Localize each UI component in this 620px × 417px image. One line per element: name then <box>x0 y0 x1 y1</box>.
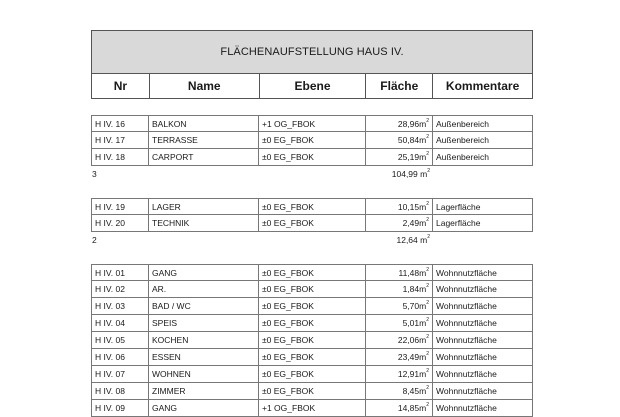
cell-name: KOCHEN <box>149 332 259 349</box>
cell-ebene: ±0 EG_FBOK <box>259 298 366 315</box>
table-row <box>91 132 533 149</box>
cell-flaeche <box>366 366 433 383</box>
group-count: 3 <box>92 168 97 179</box>
table-row <box>91 198 533 215</box>
area-unit: $m^2$ <box>419 217 429 228</box>
cell-flaeche <box>366 115 433 132</box>
area-value: 5,70 <box>402 301 420 311</box>
cell-ebene: ±0 EG_FBOK <box>259 383 366 400</box>
cell-name: AR. <box>149 281 259 298</box>
document-title: FLÄCHENAUFSTELLUNG HAUS IV. <box>91 30 533 74</box>
area-value: 11,48 <box>398 267 420 278</box>
cell-kommentar: Außenbereich <box>433 115 533 132</box>
area-value: 5,01 <box>402 318 420 328</box>
cell-name: ZIMMER <box>149 383 259 400</box>
area-value: 14,85 <box>397 403 420 413</box>
area-unit: $m^2$ <box>419 317 429 328</box>
column-header-kommentare: Kommentare <box>433 74 533 98</box>
cell-ebene: ±0 EG_FBOK <box>259 349 366 366</box>
cell-nr: H IV. 03 <box>91 298 149 315</box>
area-value: 50,84 <box>397 135 420 145</box>
cell-kommentar: Lagerfläche <box>433 198 533 215</box>
area-unit: $m^2$ <box>419 134 429 145</box>
area-value: 1,84 <box>402 284 420 294</box>
area-value: 25,19 <box>397 152 420 162</box>
cell-name: LAGER <box>149 198 259 215</box>
cell-nr: H IV. 19 <box>91 198 149 215</box>
cell-ebene: ±0 EG_FBOK <box>259 315 366 332</box>
cell-flaeche <box>366 332 433 349</box>
cell-ebene: ±0 EG_FBOK <box>259 281 366 298</box>
table-row <box>91 281 533 298</box>
table-row <box>91 298 533 315</box>
cell-flaeche <box>366 298 433 315</box>
group-summary <box>91 232 533 247</box>
cell-nr: H IV. 05 <box>91 332 149 349</box>
cell-ebene: ±0 EG_FBOK <box>259 366 366 383</box>
area-unit: $m^2$ <box>419 385 429 396</box>
cell-kommentar: Wohnnutzfläche <box>433 383 533 400</box>
room-group <box>91 115 533 181</box>
cell-name: BAD / WC <box>149 298 259 315</box>
table-row <box>91 215 533 232</box>
area-unit: $m^2$ <box>419 283 429 294</box>
room-group <box>91 264 533 417</box>
cell-kommentar: Wohnnutzfläche <box>433 264 533 281</box>
cell-nr: H IV. 08 <box>91 383 149 400</box>
area-unit: $m^2$ <box>419 368 429 379</box>
cell-nr: H IV. 02 <box>91 281 149 298</box>
table-row <box>91 332 533 349</box>
area-value: 12,91 <box>397 369 420 379</box>
cell-flaeche <box>366 281 433 298</box>
table-row <box>91 149 533 166</box>
cell-name: TECHNIK <box>149 215 259 232</box>
area-value: 28,96 <box>397 118 420 129</box>
cell-flaeche <box>366 215 433 232</box>
group-total-area <box>366 169 433 179</box>
cell-name: BALKON <box>149 115 259 132</box>
cell-ebene: ±0 EG_FBOK <box>259 264 366 281</box>
cell-kommentar: Wohnnutzfläche <box>433 281 533 298</box>
cell-ebene: ±0 EG_FBOK <box>259 132 366 149</box>
cell-kommentar: Wohnnutzfläche <box>433 298 533 315</box>
column-header-nr: Nr <box>92 74 150 98</box>
cell-ebene: +1 OG_FBOK <box>259 400 366 417</box>
cell-nr: H IV. 09 <box>91 400 149 417</box>
total-value: 104,99 <box>391 168 418 179</box>
area-value: 8,45 <box>402 386 420 396</box>
cell-flaeche <box>366 383 433 400</box>
cell-flaeche <box>366 264 433 281</box>
cell-name: GANG <box>149 400 259 417</box>
area-unit: $m^2$ <box>419 117 429 129</box>
cell-kommentar: Wohnnutzfläche <box>433 315 533 332</box>
cell-name: WOHNEN <box>149 366 259 383</box>
cell-nr: H IV. 20 <box>91 215 149 232</box>
cell-name: SPEIS <box>149 315 259 332</box>
cell-kommentar: Wohnnutzfläche <box>433 332 533 349</box>
cell-nr: H IV. 07 <box>91 366 149 383</box>
cell-nr: H IV. 01 <box>91 264 149 281</box>
cell-ebene: ±0 EG_FBOK <box>259 198 366 215</box>
cell-ebene: ±0 EG_FBOK <box>259 215 366 232</box>
cell-flaeche <box>366 132 433 149</box>
cell-kommentar: Wohnnutzfläche <box>433 400 533 417</box>
cell-ebene: +1 OG_FBOK <box>259 115 366 132</box>
area-unit: $m^2$ <box>419 334 429 345</box>
cell-kommentar: Außenbereich <box>433 132 533 149</box>
table-row <box>91 400 533 417</box>
cell-flaeche <box>366 315 433 332</box>
cell-kommentar: Wohnnutzfläche <box>433 366 533 383</box>
area-unit: $m^2$ <box>419 200 429 212</box>
table-header <box>91 74 533 99</box>
area-unit: $m^2$ <box>419 266 429 278</box>
cell-nr: H IV. 18 <box>91 149 149 166</box>
cell-name: CARPORT <box>149 149 259 166</box>
cell-nr: H IV. 06 <box>91 349 149 366</box>
area-unit: $m^2$ <box>417 167 430 179</box>
area-value: 23,49 <box>397 352 420 362</box>
area-unit: $m^2$ <box>419 151 429 162</box>
cell-ebene: ±0 EG_FBOK <box>259 149 366 166</box>
group-total-area <box>366 235 433 245</box>
area-unit: $m^2$ <box>419 402 429 413</box>
table-row <box>91 349 533 366</box>
cell-name: GANG <box>149 264 259 281</box>
table-row <box>91 315 533 332</box>
cell-ebene: ±0 EG_FBOK <box>259 332 366 349</box>
cell-kommentar: Außenbereich <box>433 149 533 166</box>
cell-nr: H IV. 16 <box>91 115 149 132</box>
area-unit: $m^2$ <box>417 233 430 245</box>
cell-flaeche <box>366 149 433 166</box>
cell-nr: H IV. 04 <box>91 315 149 332</box>
room-group <box>91 198 533 247</box>
cell-kommentar: Wohnnutzfläche <box>433 349 533 366</box>
area-unit: $m^2$ <box>419 300 429 311</box>
cell-name: ESSEN <box>149 349 259 366</box>
area-value: 10,15 <box>397 201 420 212</box>
table-row <box>91 383 533 400</box>
cell-kommentar: Lagerfläche <box>433 215 533 232</box>
cell-nr: H IV. 17 <box>91 132 149 149</box>
cell-name: TERRASSE <box>149 132 259 149</box>
cell-flaeche <box>366 198 433 215</box>
table-row <box>91 264 533 281</box>
table-row <box>91 366 533 383</box>
cell-flaeche <box>366 349 433 366</box>
area-unit: $m^2$ <box>419 351 429 362</box>
column-header-name: Name <box>150 74 260 98</box>
column-header-ebene: Ebene <box>260 74 367 98</box>
area-value: 2,49 <box>402 218 420 228</box>
area-value: 22,06 <box>397 335 420 345</box>
table-row <box>91 115 533 132</box>
cell-flaeche <box>366 400 433 417</box>
column-header-flaeche: Fläche <box>366 74 433 98</box>
group-count: 2 <box>92 234 97 245</box>
group-summary <box>91 166 533 181</box>
total-value: 12,64 <box>396 234 418 245</box>
